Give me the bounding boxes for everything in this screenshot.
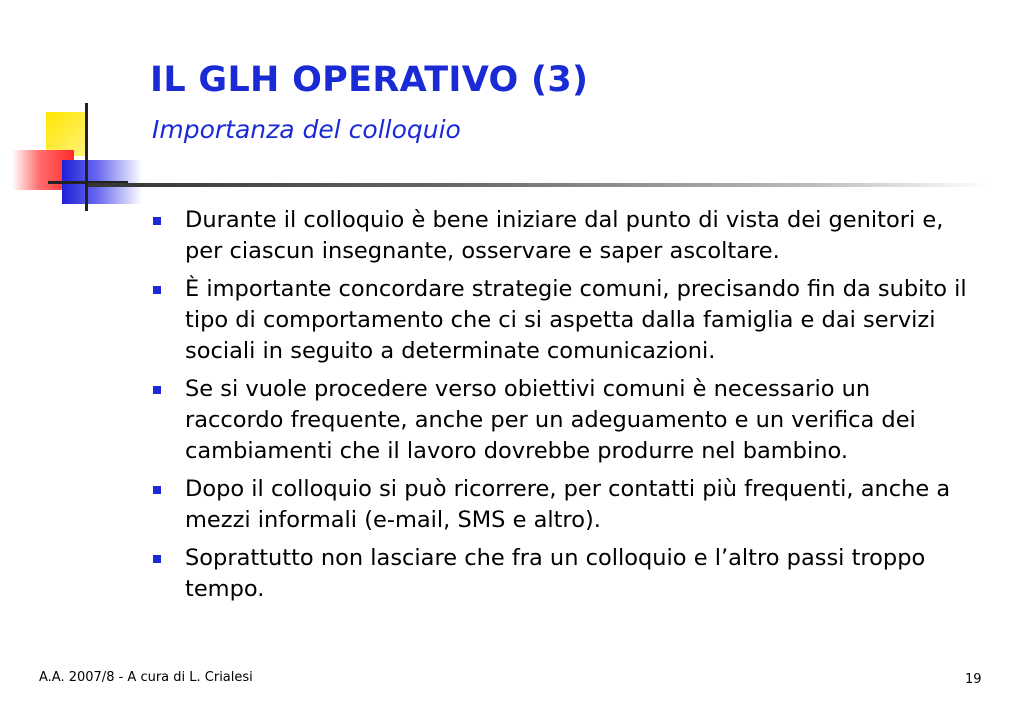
slide-title: IL GLH OPERATIVO (3) [150, 60, 589, 100]
square-bullet-icon [153, 286, 161, 294]
bullet-item [150, 205, 970, 267]
slide-subtitle: Importanza del colloquio [152, 115, 461, 144]
square-bullet-icon [153, 486, 161, 494]
bullet-text: Durante il colloquio è bene iniziare dal punto di vista dei genitori e, per ciascun insegnante, osservare e saper ascoltare. [185, 207, 944, 264]
bullet-item [150, 543, 970, 605]
bullet-item [150, 474, 970, 536]
footer-credit: A.A. 2007/8 - A cura di L. Crialesi [39, 670, 253, 685]
bullet-item [150, 274, 970, 367]
title-separator [88, 183, 988, 187]
bullet-text: Soprattutto non lasciare che fra un colloquio e l’altro passi troppo tempo. [185, 545, 926, 602]
bullet-item [150, 374, 970, 467]
bullet-text: È importante concordare strategie comuni, precisando fin da subito il tipo di comportamento che ci si aspetta dalla famiglia e dai servizi sociali in seguito a determinate comunicazioni. [185, 276, 967, 364]
bullet-list [150, 205, 970, 612]
square-bullet-icon [153, 217, 161, 225]
vertical-line [85, 103, 88, 211]
bullet-text: Dopo il colloquio si può ricorrere, per contatti più frequenti, anche a mezzi informali (e-mail, SMS e altro). [185, 476, 951, 533]
bullet-text: Se si vuole procedere verso obiettivi comuni è necessario un raccordo frequente, anche per un adeguamento e un verifica dei cambiamenti che il lavoro dovrebbe produrre nel bambino. [185, 376, 916, 464]
page-number: 19 [965, 672, 982, 687]
square-bullet-icon [153, 386, 161, 394]
square-bullet-icon [153, 555, 161, 563]
